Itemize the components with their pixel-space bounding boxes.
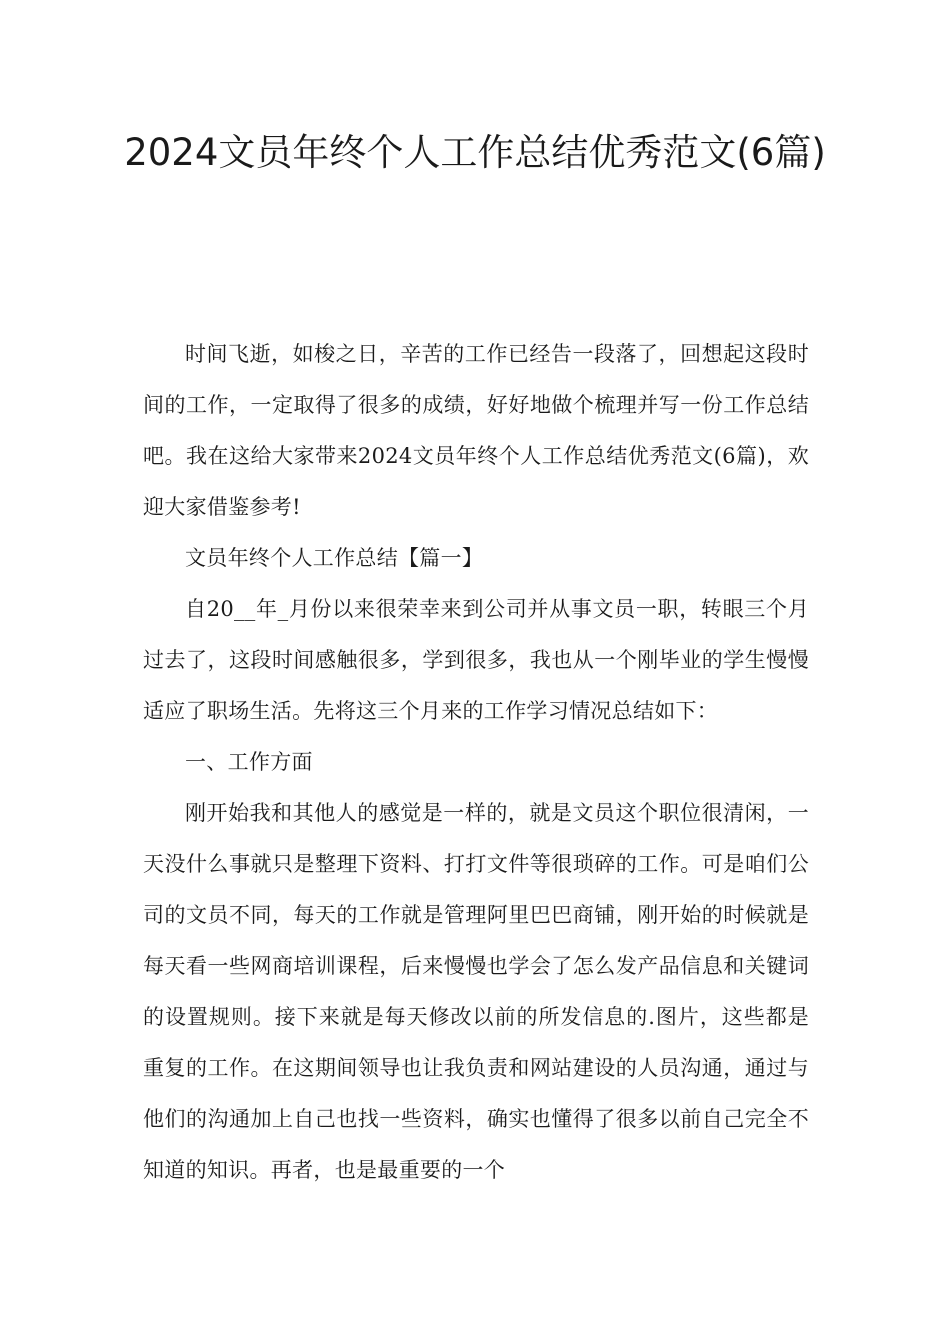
body-paragraph: 自20__年_月份以来很荣幸来到公司并从事文员一职，转眼三个月过去了，这段时间感触很多，学到很多，我也从一个刚毕业的学生慢慢适应了职场生活。先将这三个月来的工作学习情况总结如下： (143, 597, 809, 723)
document-body (143, 329, 809, 1196)
document-title: 2024文员年终个人工作总结优秀范文(6篇) (124, 131, 826, 174)
body-paragraph: 刚开始我和其他人的感觉是一样的，就是文员这个职位很清闲，一天没什么事就只是整理下资料、打打文件等很琐碎的工作。可是咱们公司的文员不同，每天的工作就是管理阿里巴巴商铺，刚开始的时候就是每天看一些网商培训课程，后来慢慢也学会了怎么发产品信息和关键词的设置规则。接下来就是每天修改以前的所发信息的.图片，这些都是重复的工作。在这期间领导也让我负责和网站建设的人员沟通，通过与他们的沟通加上自己也找一些资料，确实也懂得了很多以前自己完全不知道的知识。再者，也是最重要的一个 (143, 801, 809, 1182)
intro-paragraph: 时间飞逝，如梭之日，辛苦的工作已经告一段落了，回想起这段时间的工作，一定取得了很多的成绩，好好地做个梳理并写一份工作总结吧。我在这给大家带来2024文员年终个人工作总结优秀范文(6篇)，欢迎大家借鉴参考! (143, 342, 809, 519)
section-heading-part-one: 文员年终个人工作总结【篇一】 (185, 546, 484, 570)
subsection-heading-work: 一、工作方面 (185, 750, 313, 774)
